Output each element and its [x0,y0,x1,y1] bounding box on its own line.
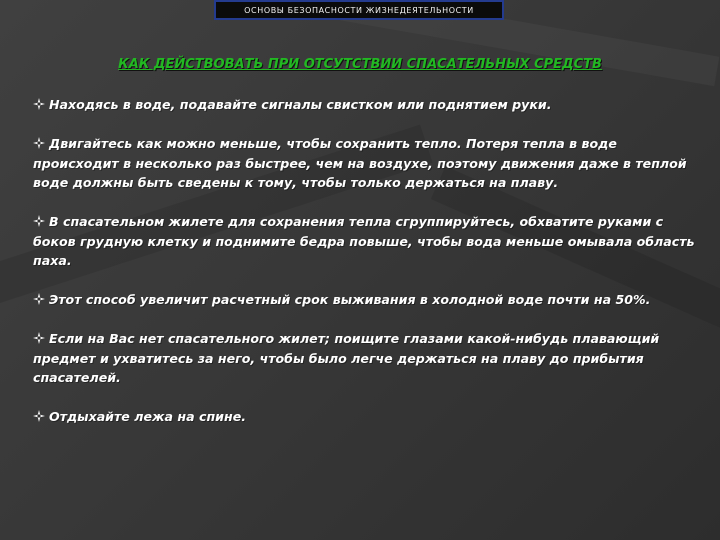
bullet-item [33,290,701,310]
bullet-text: Если на Вас нет спасательного жилет; поищите глазами какой-нибудь плавающий предмет и ухватитесь за него, чтобы было легче держаться на плаву до прибытия спасателей. [33,331,660,385]
bullet-item [33,95,701,115]
diamond-bullet-icon [33,410,45,422]
diamond-bullet-icon [33,98,45,110]
bullet-item [33,212,701,271]
diamond-bullet-icon [33,215,45,227]
diamond-bullet-icon [33,137,45,149]
header-text: ОСНОВЫ БЕЗОПАСНОСТИ ЖИЗНЕДЕЯТЕЛЬНОСТИ [244,5,474,15]
slide-title: КАК ДЕЙСТВОВАТЬ ПРИ ОТСУТСТВИИ СПАСАТЕЛЬНЫХ СРЕДСТВ [118,57,602,72]
bullet-text: Отдыхайте лежа на спине. [49,409,247,424]
header-banner [214,0,504,20]
bullet-list [33,95,701,446]
diamond-bullet-icon [33,293,45,305]
bullet-item [33,134,701,193]
bullet-item [33,329,701,388]
bullet-text: В спасательном жилете для сохранения тепла сгруппируйтесь, обхватите руками с боков грудную клетку и поднимите бедра повыше, чтобы вода меньше омывала область паха. [33,214,695,268]
bullet-text: Находясь в воде, подавайте сигналы свистком или поднятием руки. [49,97,552,112]
diamond-bullet-icon [33,332,45,344]
bullet-item [33,407,701,427]
bullet-text: Этот способ увеличит расчетный срок выживания в холодной воде почти на 50%. [49,292,651,307]
bullet-text: Двигайтесь как можно меньше, чтобы сохранить тепло. Потеря тепла в воде происходит в несколько раз быстрее, чем на воздухе, поэтому движения даже в теплой воде должны быть сведены к тому, чтобы только держаться на плаву. [33,136,687,190]
